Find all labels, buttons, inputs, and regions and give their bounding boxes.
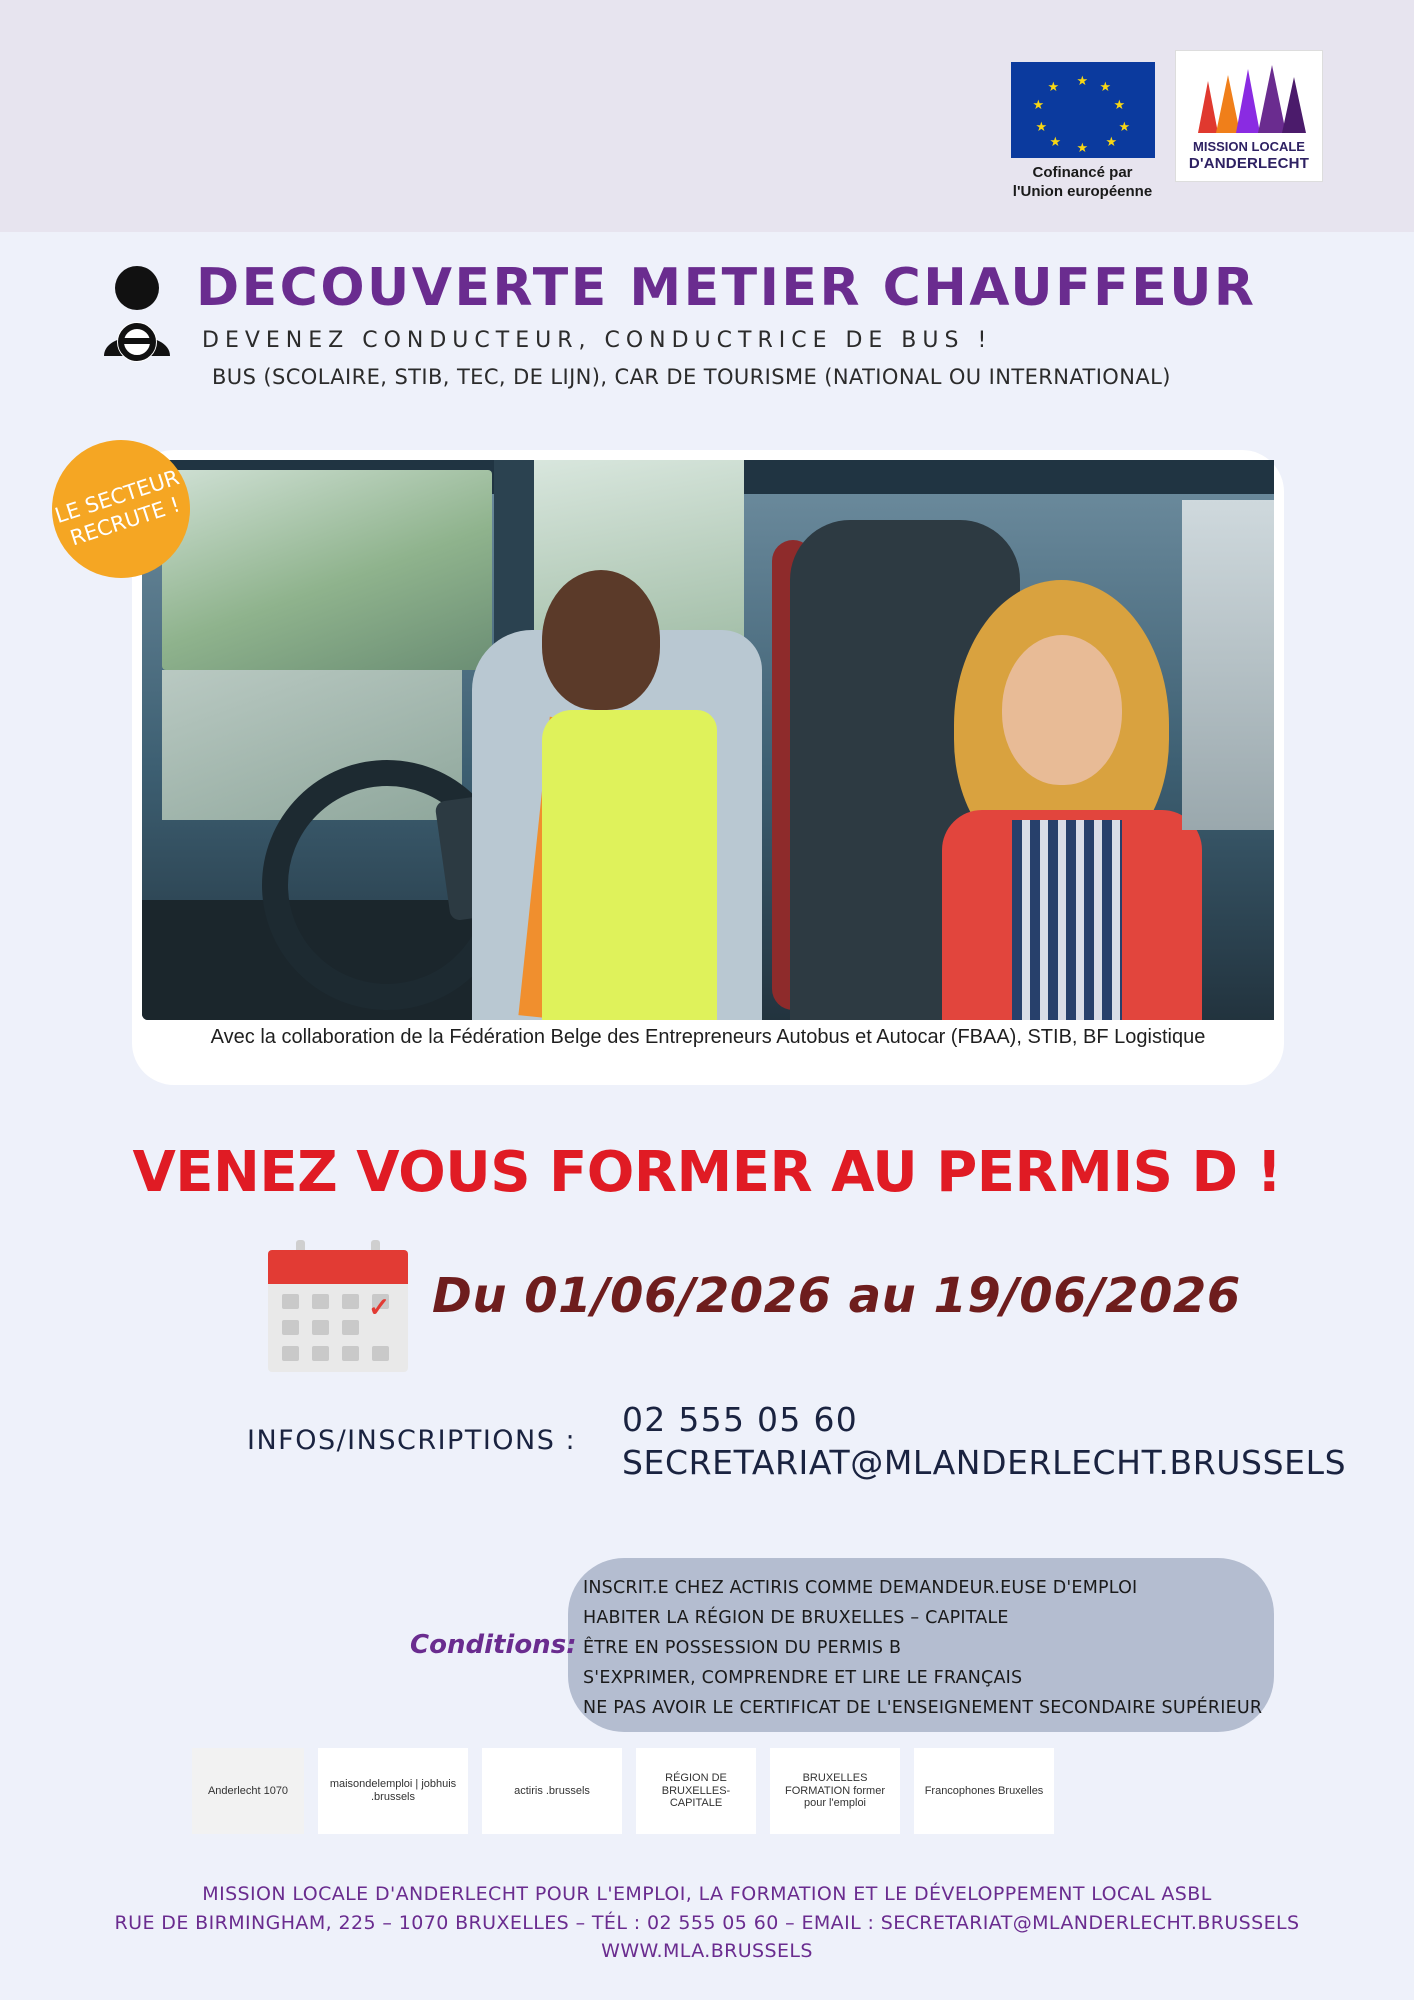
photo-card [132, 450, 1284, 1085]
eu-flag-icon: ★ ★ ★ ★ ★ ★ ★ ★ ★ ★ [1011, 62, 1155, 158]
region-bruxelles-capitale-logo: RÉGION DE BRUXELLES-CAPITALE [636, 1748, 756, 1834]
partner-logos [192, 1745, 1232, 1837]
page-title: DECOUVERTE METIER CHAUFFEUR [196, 258, 1257, 318]
mla-logo-line1: MISSION LOCALE [1193, 139, 1305, 155]
eu-caption-line1: Cofinancé par [1032, 164, 1133, 181]
calendar-icon: ✓ [268, 1240, 408, 1372]
francophones-bruxelles-logo: Francophones Bruxelles [914, 1748, 1054, 1834]
footer [0, 1880, 1414, 1966]
list-item: S'EXPRIMER, COMPRENDRE ET LIRE LE FRANÇAIS [583, 1668, 1023, 1689]
page-subtitle: DEVENEZ CONDUCTEUR, CONDUCTRICE DE BUS ! [202, 328, 993, 353]
footer-line-2: RUE DE BIRMINGHAM, 225 – 1070 BRUXELLES – TÉL : 02 555 05 60 – EMAIL : SECRETARIAT@MLANDERLECHT.BRUSSELS [114, 1911, 1300, 1934]
footer-line-3[interactable]: WWW.MLA.BRUSSELS [601, 1940, 813, 1962]
footer-line-1: MISSION LOCALE D'ANDERLECHT POUR L'EMPLOI, LA FORMATION ET LE DÉVELOPPEMENT LOCAL ASBL [202, 1883, 1212, 1905]
maison-emploi-logo: maisondelemploi | jobhuis .brussels [318, 1748, 468, 1834]
conditions-list [583, 1573, 1273, 1723]
driver-icon [98, 264, 176, 362]
list-item: HABITER LA RÉGION DE BRUXELLES – CAPITALE [583, 1608, 1009, 1629]
mla-logo-text [1176, 139, 1322, 173]
eu-caption-line2: l'Union européenne [1012, 182, 1153, 200]
page-subtitle-2: BUS (SCOLAIRE, STIB, TEC, DE LIJN), CAR DE TOURISME (NATIONAL OU INTERNATIONAL) [212, 365, 1171, 389]
eu-caption [1000, 164, 1165, 202]
mla-mark-icon [1190, 61, 1310, 135]
list-item: NE PAS AVOIR LE CERTIFICAT DE L'ENSEIGNEMENT SECONDAIRE SUPÉRIEUR [583, 1698, 1263, 1719]
mission-locale-logo [1175, 50, 1323, 182]
eu-cofunding-block [1000, 62, 1165, 202]
mla-logo-line2: D'ANDERLECHT [1188, 155, 1310, 172]
bruxelles-formation-logo: BRUXELLES FORMATION former pour l'emploi [770, 1748, 900, 1834]
infos-label: INFOS/INSCRIPTIONS : [247, 1425, 577, 1456]
contact-email[interactable]: SECRETARIAT@MLANDERLECHT.BRUSSELS [622, 1443, 1347, 1482]
list-item: INSCRIT.E CHEZ ACTIRIS COMME DEMANDEUR.EUSE D'EMPLOI [583, 1578, 1138, 1598]
photo-caption: Avec la collaboration de la Fédération Belge des Entrepreneurs Autobus et Autocar (FBAA), STIB, BF Logistique [210, 1026, 1206, 1048]
headline: VENEZ VOUS FORMER AU PERMIS D ! [132, 1140, 1282, 1205]
training-dates: Du 01/06/2026 au 19/06/2026 [432, 1268, 1241, 1324]
sector-recruiting-badge: LE SECTEUR RECRUTE ! [34, 422, 208, 596]
conditions-label: Conditions: [410, 1630, 577, 1660]
list-item: ÊTRE EN POSSESSION DU PERMIS B [583, 1638, 902, 1659]
contact-phone[interactable]: 02 555 05 60 [622, 1400, 859, 1439]
actiris-logo: actiris .brussels [482, 1748, 622, 1834]
anderlecht-1070-logo: Anderlecht 1070 [192, 1748, 304, 1834]
driver-photo [142, 460, 1328, 1020]
